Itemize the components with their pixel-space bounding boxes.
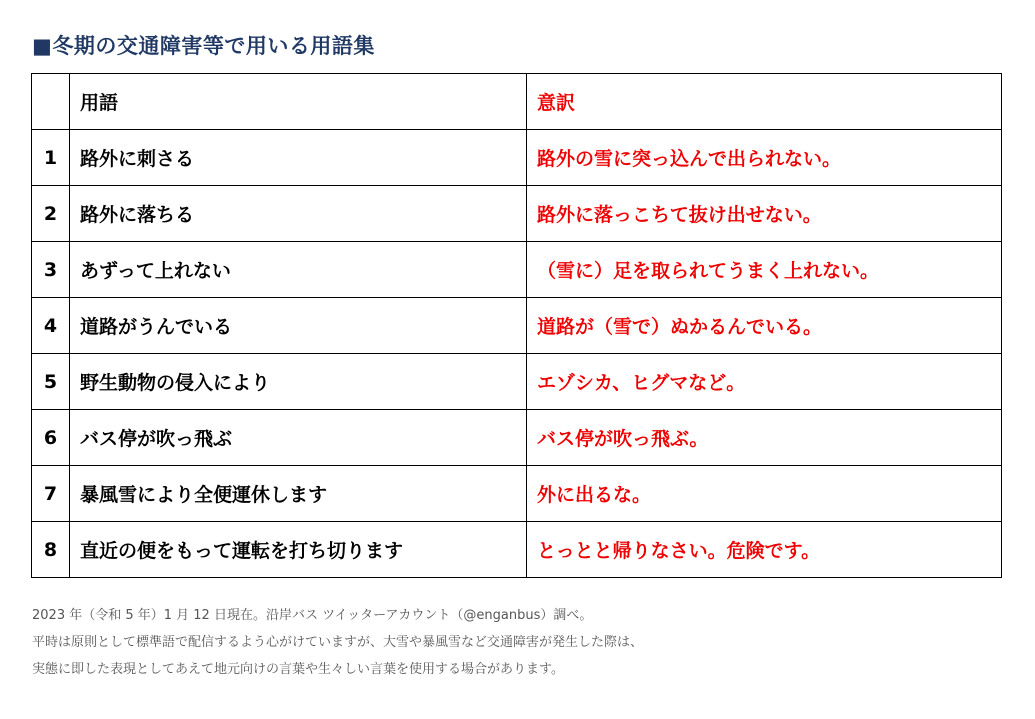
row-term: あずって上れない [70,242,527,298]
row-number: 7 [32,466,70,522]
row-term: 路外に刺さる [70,130,527,186]
row-meaning: 道路が（雪で）ぬかるんでいる。 [527,298,1002,354]
row-meaning: バス停が吹っ飛ぶ。 [527,410,1002,466]
row-meaning: 外に出るな。 [527,466,1002,522]
table-header-row [32,74,1002,130]
footnotes [32,602,643,683]
row-number: 3 [32,242,70,298]
glossary-table [31,73,1002,578]
row-term: 道路がうんでいる [70,298,527,354]
header-num-cell [32,74,70,130]
row-meaning: 路外の雪に突っ込んで出られない。 [527,130,1002,186]
row-number: 5 [32,354,70,410]
page-title: ■冬期の交通障害等で用いる用語集 [32,34,375,58]
header-term-cell: 用語 [70,74,527,130]
row-term: 路外に落ちる [70,186,527,242]
row-term: 野生動物の侵入により [70,354,527,410]
table-row [32,466,1002,522]
row-number: 1 [32,130,70,186]
header-meaning-cell: 意訳 [527,74,1002,130]
row-term: 直近の便をもって運転を打ち切ります [70,522,527,578]
row-number: 2 [32,186,70,242]
row-term: 暴風雪により全便運休します [70,466,527,522]
table-row [32,410,1002,466]
row-meaning: 路外に落っこちて抜け出せない。 [527,186,1002,242]
footnote-policy: 平時は原則として標準語で配信するよう心がけていますが、大雪や暴風雪など交通障害が発生した際は、 [32,635,644,650]
table-row [32,522,1002,578]
table-row [32,298,1002,354]
row-meaning: （雪に）足を取られてうまく上れない。 [527,242,1002,298]
table-row [32,186,1002,242]
row-number: 4 [32,298,70,354]
row-meaning: とっとと帰りなさい。危険です。 [527,522,1002,578]
row-term: バス停が吹っ飛ぶ [70,410,527,466]
footnote-source: 2023 年（令和 5 年）1 月 12 日現在。沿岸バス ツイッターアカウント（@enganbus）調べ。 [32,608,593,623]
footnote-usage: 実態に即した表現としてあえて地元向けの言葉や生々しい言葉を使用する場合があります。 [32,662,564,677]
table-row [32,354,1002,410]
table-row [32,130,1002,186]
row-number: 6 [32,410,70,466]
row-meaning: エゾシカ、ヒグマなど。 [527,354,1002,410]
row-number: 8 [32,522,70,578]
table-row [32,242,1002,298]
